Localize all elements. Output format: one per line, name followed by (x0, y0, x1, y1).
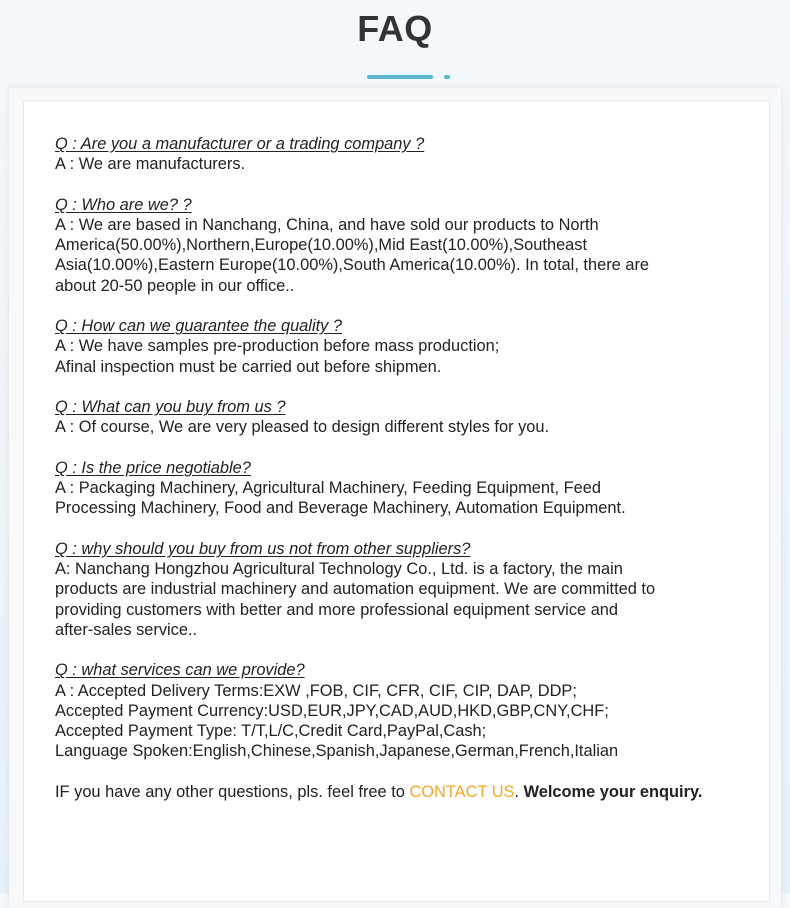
faq-header (0, 0, 790, 90)
faq-answer-line: A: Nanchang Hongzhou Agricultural Technology Co., Ltd. is a factory, the main (55, 560, 623, 579)
faq-answer-line: about 20-50 people in our office.. (55, 276, 295, 295)
closing-text: IF you have any other questions, pls. feel free to (55, 782, 410, 801)
faq-item-2 (55, 195, 745, 296)
contact-us-link[interactable]: CONTACT US (409, 782, 515, 801)
faq-content (55, 134, 745, 803)
faq-question: Q : what services can we provide? (55, 661, 305, 680)
welcome-text: Welcome your enquiry. (519, 782, 703, 801)
faq-item-5 (55, 458, 745, 519)
faq-answer-line: Language Spoken:English,Chinese,Spanish,Japanese,German,French,Italian (55, 742, 619, 761)
faq-answer-line: A : We are manufacturers. (55, 155, 246, 174)
closing-message (55, 782, 745, 803)
faq-item-1 (55, 134, 745, 174)
faq-answer-line: Asia(10.00%),Eastern Europe(10.00%),South America(10.00%). In total, there are (55, 256, 650, 275)
faq-answer-line: A : Accepted Delivery Terms:EXW ,FOB, CIF, CFR, CIF, CIP, DAP, DDP; (55, 681, 577, 700)
faq-question: Q : What can you buy from us ? (55, 398, 286, 417)
faq-answer-line: products are industrial machinery and automation equipment. We are committed to (55, 580, 656, 599)
title-underline (367, 75, 433, 79)
faq-item-7 (55, 660, 745, 761)
faq-answer-line: A : Packaging Machinery, Agricultural Machinery, Feeding Equipment, Feed (55, 479, 602, 498)
faq-answer-line: A : We have samples pre-production before mass production; (55, 337, 500, 356)
closing-period: . (514, 782, 520, 801)
title-underline-dot (444, 75, 450, 79)
faq-answer-line: Accepted Payment Type: T/T,L/C,Credit Card,PayPal,Cash; (55, 722, 487, 741)
faq-question: Q : Is the price negotiable? (55, 459, 251, 477)
faq-answer-line: A : Of course, We are very pleased to design different styles for you. (55, 418, 550, 437)
faq-item-3 (55, 316, 745, 377)
faq-answer-line: America(50.00%),Northern,Europe(10.00%),Mid East(10.00%),Southeast (55, 236, 588, 255)
page-title: FAQ (357, 8, 433, 49)
faq-answer-line: after-sales service.. (55, 620, 198, 639)
faq-question: Q : why should you buy from us not from other suppliers? (55, 540, 471, 558)
faq-item-4 (55, 397, 745, 437)
faq-question: Q : Are you a manufacturer or a trading company ? (55, 135, 425, 153)
faq-item-6 (55, 539, 745, 640)
faq-answer-line: providing customers with better and more professional equipment service and (55, 600, 619, 619)
faq-answer-line: Processing Machinery, Food and Beverage Machinery, Automation Equipment. (55, 499, 626, 518)
faq-answer-line: Accepted Payment Currency:USD,EUR,JPY,CAD,AUD,HKD,GBP,CNY,CHF; (55, 701, 609, 720)
faq-answer-line: A : We are based in Nanchang, China, and have sold our products to North (55, 216, 599, 234)
faq-question: Q : How can we guarantee the quality ? (55, 317, 343, 336)
faq-answer-line: Afinal inspection must be carried out before shipmen. (55, 357, 442, 376)
faq-question: Q : Who are we? ? (55, 195, 192, 214)
